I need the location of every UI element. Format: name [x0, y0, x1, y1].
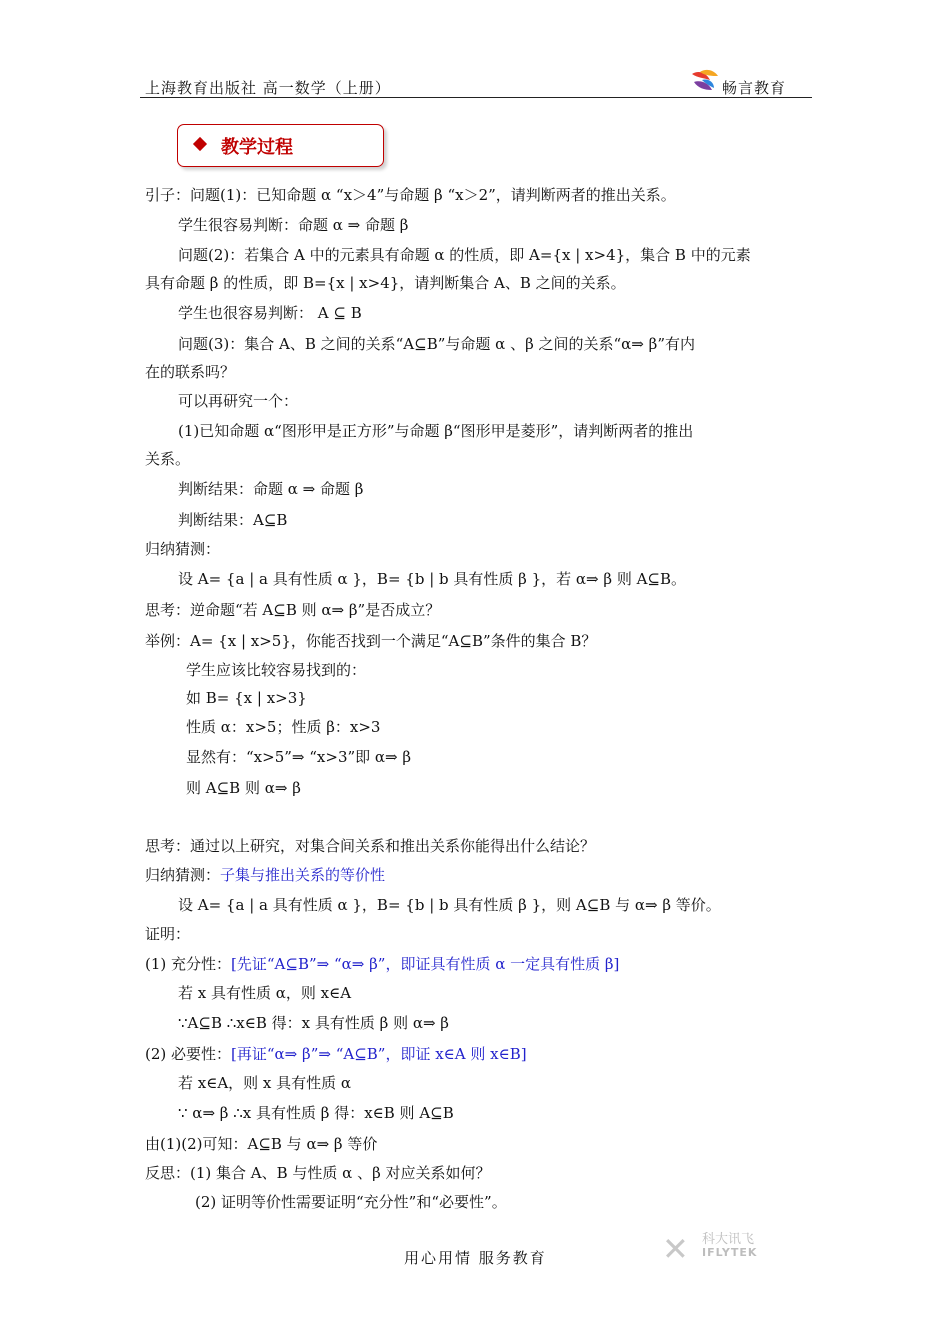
- induction-line: [145, 865, 385, 885]
- text-line: ∵ α⇒ β ∴x 具有性质 β 得：x∈B 则 A⊆B: [178, 1104, 454, 1122]
- section-title: 教学过程: [221, 137, 293, 158]
- footer-slogan: 用心用情 服务教育: [404, 1249, 547, 1267]
- text-line: 设 A= {a | a 具有性质 α }，B= {b | b 具有性质 β }，若 α⇒ β 则 A⊆B。: [178, 570, 687, 588]
- text-line: 则 A⊆B 则 α⇒ β: [186, 779, 301, 797]
- induction-highlight: 子集与推出关系的等价性: [220, 866, 386, 884]
- text-line: 学生也很容易判断： A ⊆ B: [178, 304, 362, 322]
- text-line: ∵A⊆B ∴x∈B 得：x 具有性质 β 则 α⇒ β: [178, 1014, 449, 1032]
- text-line: 由(1)(2)可知：A⊆B 与 α⇒ β 等价: [145, 1135, 378, 1153]
- induction-label: 归纳猜测：: [145, 866, 221, 884]
- text-line: 具有命题 β 的性质，即 B={x | x>4}，请判断集合 A、B 之间的关系。: [145, 274, 626, 292]
- text-line: 思考：逆命题“若 A⊆B 则 α⇒ β”是否成立？: [145, 601, 441, 619]
- text-line: 问题(3)：集合 A、B 之间的关系“A⊆B”与命题 α 、β 之间的关系“α⇒ β”有内: [178, 335, 695, 353]
- proof-necessity-label: (2) 必要性：: [145, 1045, 232, 1063]
- text-line: 关系。: [145, 450, 191, 468]
- footer-logo: [662, 1228, 774, 1268]
- proof-sufficiency-highlight: [先证“A⊆B”⇒ “α⇒ β”，即证具有性质 α 一定具有性质 β]: [231, 955, 620, 973]
- text-line: (1)已知命题 α“图形甲是正方形”与命题 β“图形甲是菱形”，请判断两者的推出: [178, 422, 694, 440]
- proof-sufficiency-label: (1) 充分性：: [145, 955, 232, 973]
- text-line: 归纳猜测：: [145, 540, 221, 558]
- text-line: 如 B= {x | x>3}: [186, 689, 307, 707]
- footer-logo-en: IFLYTEK: [702, 1246, 758, 1259]
- text-line: 性质 α：x>5；性质 β：x>3: [186, 718, 381, 736]
- text-line: 学生应该比较容易找到的：: [186, 661, 367, 679]
- text-line: 显然有：“x>5”⇒ “x>3”即 α⇒ β: [186, 748, 412, 766]
- text-line: 在的联系吗？: [145, 363, 236, 381]
- header-divider: [140, 97, 812, 98]
- text-line: 引子：问题(1)：已知命题 α “x＞4”与命题 β “x＞2”，请判断两者的推出关系。: [145, 186, 676, 204]
- text-line: 举例：A= {x | x>5}，你能否找到一个满足“A⊆B”条件的集合 B？: [145, 632, 597, 650]
- footer-logo-cn: 科大讯飞: [702, 1232, 755, 1247]
- text-line: 判断结果：A⊆B: [178, 511, 288, 529]
- text-line: 反思：(1) 集合 A、B 与性质 α 、β 对应关系如何？: [145, 1164, 491, 1182]
- text-line: 学生很容易判断：命题 α ⇒ 命题 β: [178, 216, 409, 234]
- text-line: 判断结果：命题 α ⇒ 命题 β: [178, 480, 364, 498]
- header-publisher: 上海教育出版社 高一数学（上册）: [145, 79, 391, 97]
- diamond-bullet-icon: [193, 137, 207, 151]
- text-line: 问题(2)：若集合 A 中的元素具有命题 α 的性质，即 A={x | x>4}，集合 B 中的元素: [178, 246, 751, 264]
- text-line: 证明：: [145, 925, 191, 943]
- x-logo-icon: ✕: [662, 1230, 689, 1268]
- proof-necessity-highlight: [再证“α⇒ β”⇒ “A⊆B”，即证 x∈A 则 x∈B]: [231, 1045, 527, 1063]
- text-line: 若 x 具有性质 α，则 x∈A: [178, 984, 352, 1002]
- bird-logo-icon: [688, 68, 720, 96]
- text-line: 可以再研究一个：: [178, 392, 299, 410]
- text-line: (2) 证明等价性需要证明“充分性”和“必要性”。: [195, 1193, 507, 1211]
- text-line: 若 x∈A，则 x 具有性质 α: [178, 1074, 352, 1092]
- proof-necessity-line: [145, 1044, 527, 1064]
- header-brand: 畅言教育: [722, 79, 787, 97]
- text-line: 思考：通过以上研究，对集合间关系和推出关系你能得出什么结论？: [145, 837, 596, 855]
- section-title-box: [177, 124, 384, 167]
- text-line: 设 A= {a | a 具有性质 α }，B= {b | b 具有性质 β }，则 A⊆B 与 α⇒ β 等价。: [178, 896, 721, 914]
- proof-sufficiency-line: [145, 954, 619, 974]
